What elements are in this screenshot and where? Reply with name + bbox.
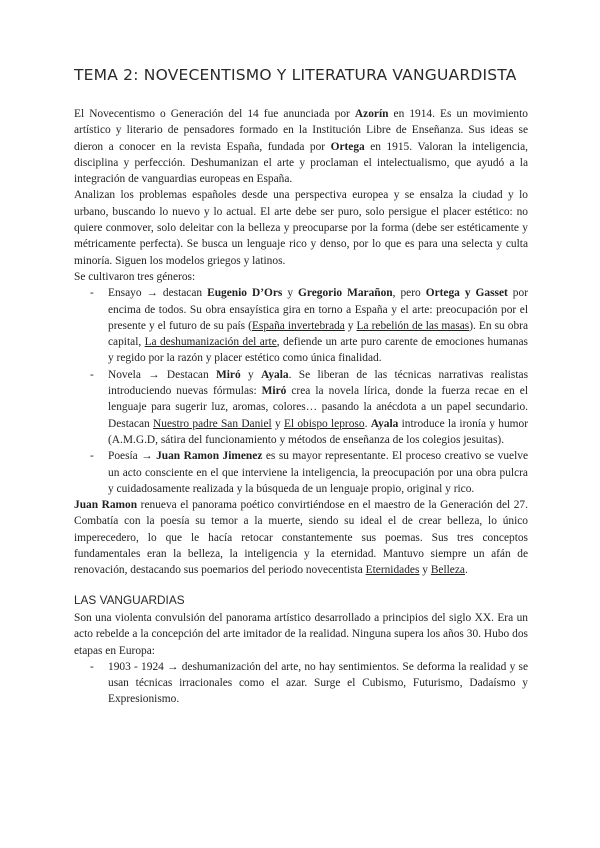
page-title: TEMA 2: NOVECENTISMO Y LITERATURA VANGUARDISTA [74,66,517,84]
bold-name: Ortega y Gasset [425,287,508,300]
bold-name: Gregorio Marañon [298,287,393,300]
work-title: El obispo leproso [283,417,365,430]
text: Ensayo → destacan [108,287,208,300]
work-title: Nuestro padre San Daniel [153,417,272,430]
text: es su mayor representante. El proceso creativo se vuelve un acto consciente en el que interviene la inteligencia, la preocupación por una obra pulcra y cuidadosamente realizada y la búsqueda de un lenguaje propio, original y rico. [108,450,529,495]
list-item-ensayo [74,285,528,366]
work-title: La deshumanización del arte [144,336,277,349]
bold-name: Juan Ramon Jimenez [156,450,263,463]
work-title: Eternidades [365,564,420,577]
text: ). En su obra capital, [108,319,529,349]
paragraph-genres-intro: Se cultivaron tres géneros: [74,270,196,283]
work-title: España invertebrada [251,319,345,332]
paragraph-intro [74,106,528,187]
bold-name: Ayala [370,417,399,430]
bold-name: Juan Ramon [74,499,138,512]
text: introduce la ironía y humor (A.M.G.D, sátira del funcionamiento y métodos de enseñanza de los colegios jesuitas). [108,417,528,446]
text: y [344,319,357,332]
text: , pero [392,287,426,300]
work-title: Belleza [430,564,465,577]
text: . [364,417,371,430]
bold-name: Ortega [330,140,365,153]
text: y [282,287,299,300]
list-item-poesia [74,448,528,497]
document-body [74,106,528,708]
text: y [419,564,431,577]
bold-name: Eugenio D’Ors [207,287,283,300]
bold-name: Ayala [260,368,289,381]
bold-name: Azorín [354,108,389,120]
bold-name: Miró [215,368,241,381]
genres-list [74,285,528,497]
paragraph-vanguardias: Son una violenta convulsión del panorama artístico desarrollado a principios del siglo XX. Era un acto rebelde a la concepción del arte imitador de la realidad. Ninguna supera los años 30. Hubo dos etapas en Europa: [74,611,528,657]
text: , defiende un arte puro carente de emociones humanas y regido por la razón y placer estético como única finalidad. [108,336,528,365]
text: en 1914. Es un movimiento artístico y literario de pensadores formado en la Institución Libre de Enseñanza. Sus ideas se dieron a conocer en la revista España, fundada por [74,108,528,153]
text: por encima de todos. Su obra ensayística gira en torno a España y el arte: preocupación por el presente y el futuro de su país ( [108,287,528,332]
paragraph-juan-ramon [74,497,528,578]
text: Poesía → [108,450,157,463]
text: Novela → Destacan [108,368,216,381]
text: El Novecentismo o Generación del 14 fue anunciada por [74,108,355,120]
text: crea la novela lírica, donde la fuerza recae en el lenguaje para sugerir luz, aromas, colores… pasando la anécdota a un papel secundario. Destacan [108,385,528,430]
section-heading-vanguardias: LAS VANGUARDIAS [74,592,185,607]
text: y [271,417,284,430]
bold-name: Miró [261,385,287,398]
text: . [464,564,468,577]
list-item-novela [74,367,528,448]
text: . Se liberan de las técnicas narrativas realistas introduciendo nuevas fórmulas: [108,368,529,398]
list-item-stage-1: - 1903 - 1924 → deshumanización del arte, no hay sentimientos. Se deforma la realidad y se usan técnicas irracionales como el azar. Surge el Cubismo, Futurismo, Dadaísmo y Expresionismo. [74,659,528,708]
work-title: La rebelión de las masas [356,319,470,332]
text: y [240,368,261,381]
text: renueva el panorama poético convirtiéndose en el maestro de la Generación del 27. Combatía con la poesía su temor a la muerte, siendo su ideal el de crear belleza, lo único imperecedero, lo que le hacía retocar constantemente sus poemas. Sus tres conceptos fundamentales eran la belleza, la inteligencia y la eternidad. Mantuvo siempre un afán de renovación, destacando sus poemarios del periodo novecentista [74,499,528,577]
text: en 1915. Valoran la inteligencia, disciplina y perfección. Deshumanizan el arte y proclaman el intelectualismo, que ayudó a la integración de vanguardias europeas en España. [74,140,528,186]
stages-list [74,659,528,708]
paragraph-analysis: Analizan los problemas españoles desde una perspectiva europea y se ensalza la ciudad y lo urbano, buscando lo nuevo y lo actual. El arte debe ser puro, solo persigue el placer estético: no quiere conmover, solo deleitar con la belleza y preocuparse por la forma (debe ser estéticamente y métricamente perfecta). Se busca un lenguaje rico y denso, por lo que es para una selecta y culta minoría. Siguen los modelos griegos y latinos. [74,189,528,267]
